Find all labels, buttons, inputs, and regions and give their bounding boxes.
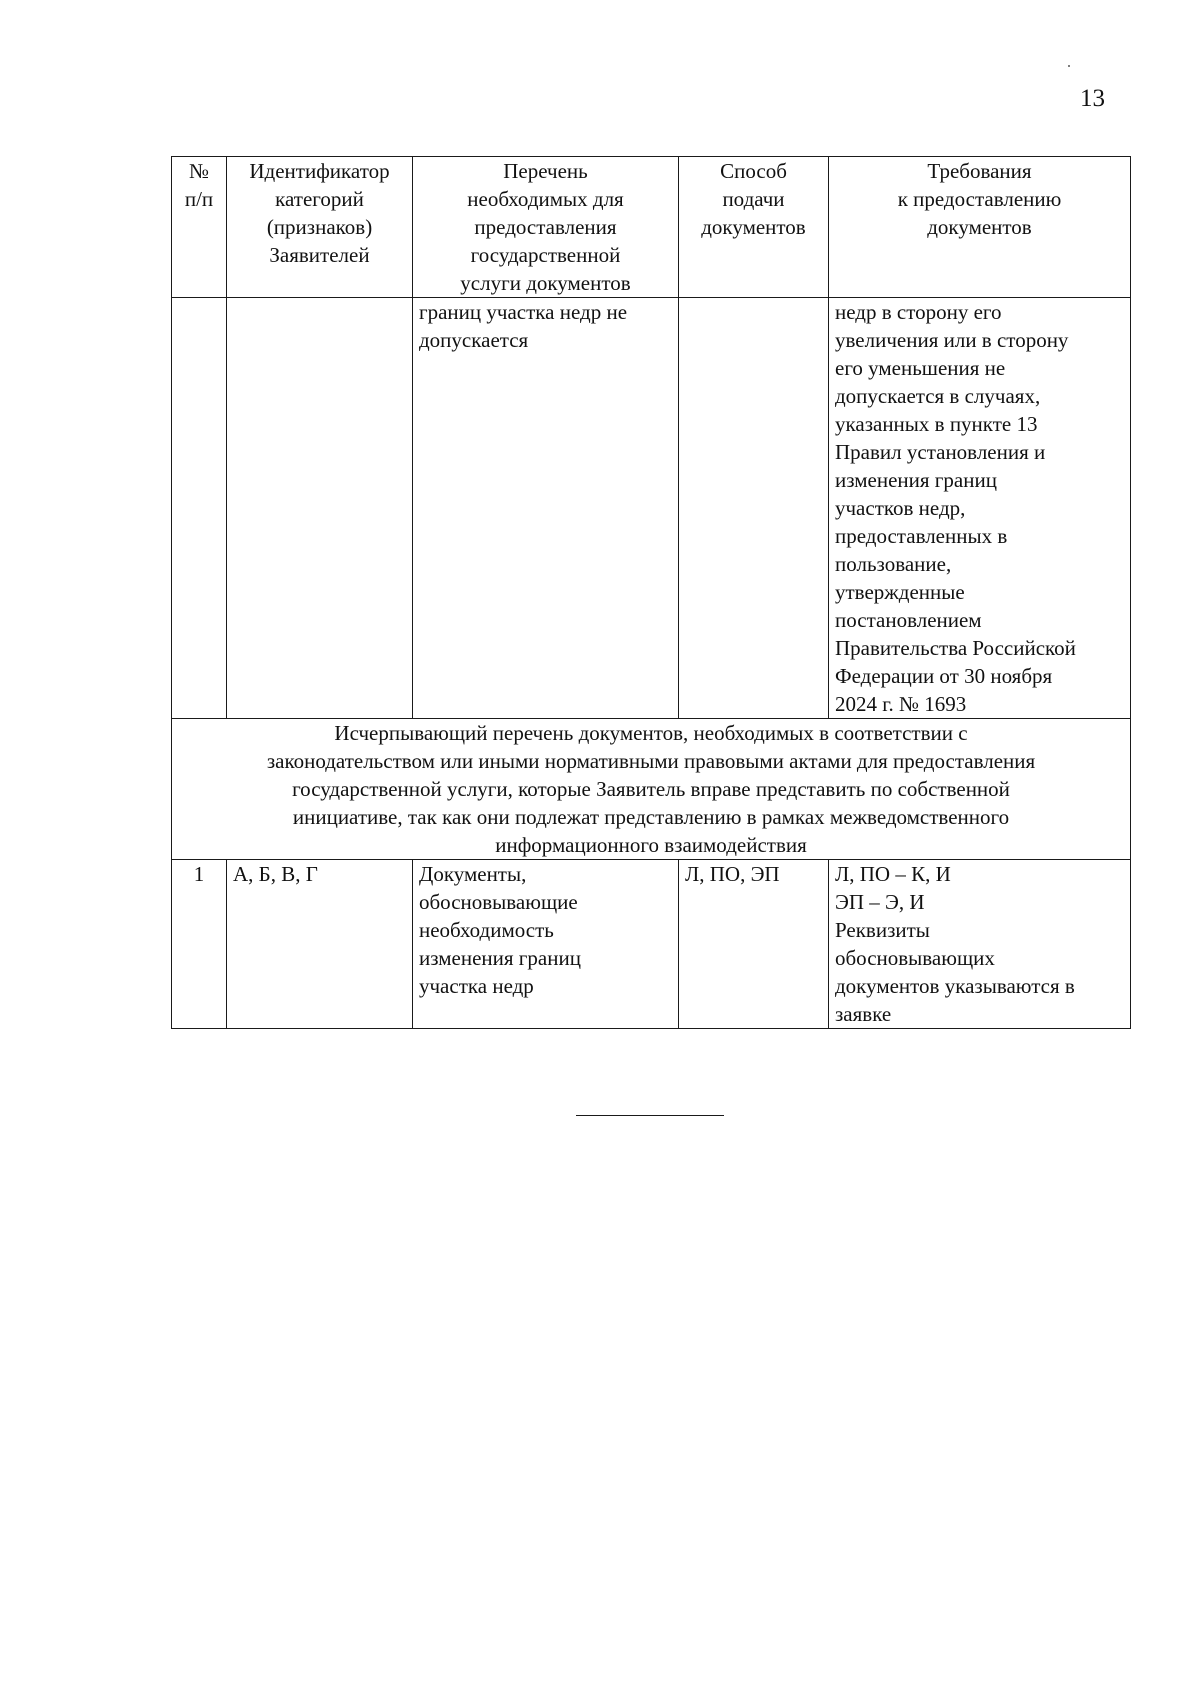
section-heading-row — [172, 719, 1131, 860]
header-num: № п/п — [172, 157, 227, 298]
cell-requirements: недр в сторону его увеличения или в сторону его уменьшения не допускается в случаях, указанных в пункте 13 Правил установления и изменения границ участков недр, предоставленных в пользование, утвержденные постановлением Правительства Российской Федерации от 30 ноября 2024 г. № 1693 — [829, 298, 1131, 719]
header-method: Способ подачи документов — [679, 157, 829, 298]
scan-dot-mark — [1068, 65, 1070, 67]
cell-categories — [227, 298, 413, 719]
cell-method — [679, 298, 829, 719]
header-requirements: Требования к предоставлению документов — [829, 157, 1131, 298]
header-documents: Перечень необходимых для предоставления государственной услуги документов — [413, 157, 679, 298]
table-row — [172, 860, 1131, 1029]
documents-table — [171, 156, 1131, 1029]
end-of-document-rule — [576, 1115, 724, 1116]
cell-num — [172, 298, 227, 719]
cell-method: Л, ПО, ЭП — [679, 860, 829, 1029]
header-categories: Идентификатор категорий (признаков) Заявителей — [227, 157, 413, 298]
cell-documents: Документы, обосновывающие необходимость изменения границ участка недр — [413, 860, 679, 1029]
cell-categories: А, Б, В, Г — [227, 860, 413, 1029]
section-heading: Исчерпывающий перечень документов, необходимых в соответствии с законодательством или иными нормативными правовыми актами для предоставления государственной услуги, которые Заявитель вправе представить по собственной инициативе, так как они подлежат представлению в рамках межведомственного информационного взаимодействия — [172, 719, 1131, 860]
cell-requirements: Л, ПО – К, И ЭП – Э, И Реквизиты обосновывающих документов указываются в заявке — [829, 860, 1131, 1029]
page-number: 13 — [1080, 85, 1105, 112]
cell-documents: границ участка недр не допускается — [413, 298, 679, 719]
cell-num: 1 — [172, 860, 227, 1029]
table-row-continued — [172, 298, 1131, 719]
table-header-row — [172, 157, 1131, 298]
